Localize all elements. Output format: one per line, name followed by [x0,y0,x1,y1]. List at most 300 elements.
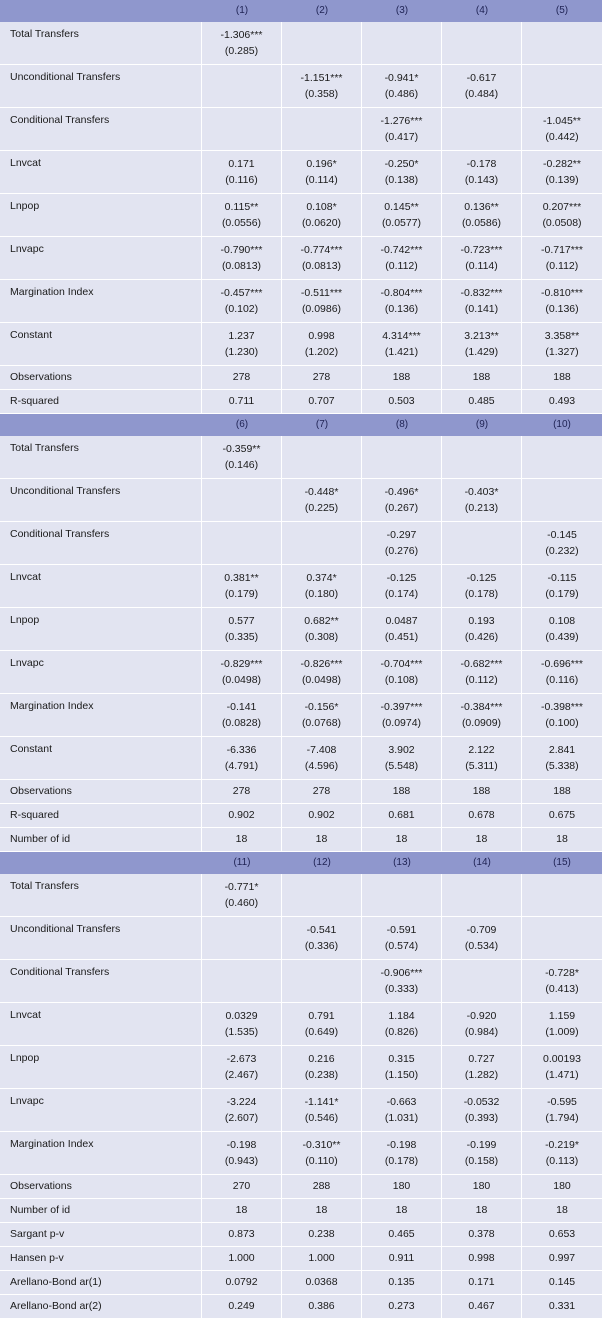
coefficient-value: 3.902 [388,744,415,756]
coefficient-value: -0.0532 [463,1096,500,1108]
value-cell: 288 [282,1175,362,1198]
coefficient-row [0,151,602,194]
value-cell [522,65,602,107]
value-cell: 0.378 [442,1223,522,1246]
standard-error-value: (0.276) [384,545,419,557]
coefficient-row [0,1089,602,1132]
value-cell: 0.0792 [202,1271,282,1294]
standard-error-value: (0.0768) [301,717,342,729]
coefficient-value: -0.310** [302,1139,341,1151]
row-label: Total Transfers [0,874,202,916]
column-header: (2) [315,5,329,16]
value-cell: 18 [202,1199,282,1222]
standard-error-value: (0.0577) [381,217,422,229]
value-cell [362,151,442,193]
row-label: Lnvapc [0,651,202,693]
standard-error-value: (1.535) [224,1026,259,1038]
coefficient-value: -0.115 [547,572,577,584]
value-cell [282,323,362,365]
value-cell: 180 [362,1175,442,1198]
coefficient-row [0,608,602,651]
standard-error-value: (0.114) [465,260,498,272]
standard-error-value: (0.451) [384,631,419,643]
value-cell [202,151,282,193]
stat-row [0,1295,602,1319]
value-cell [202,651,282,693]
value-cell [202,565,282,607]
value-cell [522,1046,602,1088]
row-label: Lnvcat [0,1003,202,1045]
value-cell: 188 [553,371,571,383]
value-cell [442,22,522,64]
coefficient-value: -0.199 [466,1139,497,1151]
standard-error-value: (0.0508) [542,217,582,229]
coefficient-value: -0.728* [545,967,579,979]
value-cell: 0.331 [548,1300,576,1312]
coefficient-value: -0.617 [466,72,497,84]
column-header: (3) [395,5,409,16]
standard-error-value: (0.439) [545,631,579,643]
header-label-cell [0,852,202,874]
value-cell: 0.145 [548,1276,576,1288]
standard-error-value: (0.112) [465,674,498,686]
value-cell [362,237,442,279]
column-header: (7) [315,419,329,430]
value-cell: 278 [282,780,362,803]
standard-error-value: (4.791) [224,760,259,772]
value-cell [202,1003,282,1045]
coefficient-value: -0.198 [386,1139,417,1151]
value-cell [362,280,442,322]
value-cell [362,651,442,693]
coefficient-row [0,65,602,108]
coefficient-value: 0.115** [224,201,259,213]
coefficient-value: 0.216 [308,1053,335,1065]
value-cell [282,151,362,193]
coefficient-value: -0.156* [304,701,339,713]
coefficient-row [0,694,602,737]
value-cell [282,479,362,521]
standard-error-value: (0.984) [464,1026,499,1038]
coefficient-value: 0.00193 [543,1053,581,1065]
column-header-row [0,0,602,22]
stat-row [0,390,602,414]
column-header-row [0,414,602,436]
standard-error-value: (0.114) [305,174,338,186]
value-cell [282,436,362,478]
standard-error-value: (0.393) [464,1112,499,1124]
coefficient-value: 0.196* [306,158,337,170]
standard-error-value: (0.179) [224,588,259,600]
standard-error-value: (1.009) [545,1026,579,1038]
coefficient-row [0,737,602,780]
row-label: Lnpop [0,1046,202,1088]
coefficient-value: 0.374* [306,572,337,584]
coefficient-value: -0.403* [464,486,499,498]
value-cell: 0.902 [202,804,282,827]
value-cell: 18 [282,828,362,851]
value-cell [522,565,602,607]
coefficient-value: -0.282** [543,158,581,170]
standard-error-value: (0.178) [464,588,499,600]
value-cell [362,22,442,64]
value-cell: 18 [362,1199,442,1222]
row-label: Observations [0,366,202,389]
row-label: Lnpop [0,194,202,236]
coefficient-value: 0.193 [468,615,495,627]
value-cell [442,323,522,365]
value-cell [282,1046,362,1088]
column-header: (8) [395,419,409,430]
standard-error-value: (0.336) [304,940,339,952]
value-cell [282,737,362,779]
row-label: R-squared [0,390,202,413]
coefficient-value: 1.159 [548,1010,576,1022]
value-cell [522,436,602,478]
value-cell [202,1046,282,1088]
value-cell: 188 [362,366,442,389]
column-header: (5) [555,5,569,16]
value-cell [442,917,522,959]
coefficient-row [0,479,602,522]
coefficient-value: -0.398*** [540,701,584,713]
coefficient-value: -0.723*** [460,244,503,256]
row-label: Sargant p-v [0,1223,202,1246]
standard-error-value: (0.179) [545,588,579,600]
row-label: Margination Index [0,694,202,736]
stat-row [0,828,602,852]
coefficient-value: -0.804*** [380,287,423,299]
coefficient-value: 0.682** [304,615,339,627]
row-label: Hansen p-v [0,1247,202,1270]
value-cell [282,280,362,322]
standard-error-value: (0.108) [384,674,419,686]
value-cell [362,108,442,150]
coefficient-value: -0.717*** [540,244,584,256]
coefficient-value: 1.184 [388,1010,415,1022]
standard-error-value: (0.174) [384,588,419,600]
coefficient-value: -0.704*** [380,658,423,670]
coefficient-value: -2.673 [226,1053,257,1065]
value-cell [202,479,282,521]
standard-error-value: (0.0586) [461,217,502,229]
coefficient-value: 0.0329 [225,1010,258,1022]
standard-error-value: (0.413) [545,983,579,995]
standard-error-value: (1.794) [545,1112,579,1124]
value-cell: 188 [553,785,571,797]
coefficient-value: 3.213** [464,330,499,342]
value-cell [442,194,522,236]
value-cell [442,108,522,150]
coefficient-value: -0.448* [304,486,339,498]
standard-error-value: (0.0556) [221,217,262,229]
value-cell [442,1132,522,1174]
value-cell [442,608,522,650]
value-cell [522,194,602,236]
coefficient-value: 0.108* [306,201,337,213]
value-cell [282,1132,362,1174]
coefficient-value: -0.198 [226,1139,257,1151]
coefficient-value: -0.790*** [220,244,263,256]
coefficient-value: 2.122 [468,744,495,756]
coefficient-row [0,917,602,960]
value-cell [362,874,442,916]
value-cell [442,237,522,279]
standard-error-value: (0.486) [384,88,419,100]
column-header: (9) [475,419,489,430]
standard-error-value: (0.0986) [301,303,342,315]
stat-row [0,1199,602,1223]
coefficient-value: -0.457*** [220,287,263,299]
value-cell [282,1089,362,1131]
row-label: Constant [0,737,202,779]
value-cell: 0.653 [548,1228,576,1240]
standard-error-value: (0.146) [224,459,259,471]
value-cell [282,960,362,1002]
row-label: Arellano-Bond ar(2) [0,1295,202,1318]
table-panel-3 [0,852,602,1319]
coefficient-value: -0.941* [384,72,419,84]
coefficient-value: 0.791 [308,1010,335,1022]
header-label-cell [0,0,202,22]
coefficient-value: -0.591 [386,924,417,936]
coefficient-value: -0.141 [226,701,257,713]
column-header: (10) [553,419,571,430]
coefficient-value: -0.145 [547,529,577,541]
standard-error-value: (0.0498) [221,674,262,686]
coefficient-value: -3.224 [226,1096,257,1108]
row-label: Number of id [0,828,202,851]
value-cell: 0.675 [548,809,576,821]
value-cell [282,565,362,607]
row-label: Margination Index [0,280,202,322]
standard-error-value: (1.429) [464,346,499,358]
coefficient-value: -0.663 [386,1096,417,1108]
value-cell [282,608,362,650]
coefficient-value: -1.276*** [380,115,423,127]
standard-error-value: (0.116) [545,674,579,686]
value-cell [442,960,522,1002]
coefficient-value: -1.141* [304,1096,339,1108]
value-cell [202,960,282,1002]
value-cell [442,479,522,521]
coefficient-value: -0.709 [466,924,497,936]
standard-error-value: (0.0813) [221,260,262,272]
value-cell: 188 [442,366,522,389]
coefficient-row [0,522,602,565]
stat-row [0,1175,602,1199]
value-cell [362,737,442,779]
coefficient-value: 4.314*** [382,330,421,342]
value-cell [202,22,282,64]
row-label: Total Transfers [0,22,202,64]
column-header: (12) [313,857,331,868]
row-label: Lnvapc [0,237,202,279]
value-cell: 0.873 [202,1223,282,1246]
standard-error-value: (0.442) [545,131,579,143]
coefficient-value: -0.397*** [380,701,423,713]
value-cell: 0.902 [282,804,362,827]
value-cell: 0.493 [548,395,576,407]
coefficient-value: -1.151*** [300,72,343,84]
coefficient-value: -0.125 [466,572,497,584]
coefficient-value: -7.408 [306,744,337,756]
value-cell: 0.681 [362,804,442,827]
value-cell: 278 [202,780,282,803]
standard-error-value: (0.0909) [461,717,502,729]
standard-error-value: (0.213) [464,502,499,514]
value-cell [522,323,602,365]
value-cell [202,237,282,279]
value-cell: 0.678 [442,804,522,827]
coefficient-value: -0.178 [466,158,497,170]
coefficient-value: 0.998 [308,330,335,342]
value-cell [362,436,442,478]
value-cell [522,874,602,916]
stat-row [0,1271,602,1295]
value-cell: 188 [362,780,442,803]
coefficient-value: -0.832*** [460,287,503,299]
coefficient-value: -0.125 [386,572,417,584]
value-cell [522,694,602,736]
row-label: Number of id [0,1199,202,1222]
value-cell [522,1003,602,1045]
value-cell: 0.998 [442,1247,522,1270]
value-cell [442,694,522,736]
coefficient-row [0,280,602,323]
standard-error-value: (0.138) [384,174,419,186]
standard-error-value: (0.110) [305,1155,338,1167]
coefficient-value: -0.774*** [300,244,343,256]
coefficient-value: -0.742*** [380,244,423,256]
coefficient-row [0,960,602,1003]
value-cell: 188 [442,780,522,803]
row-label: Observations [0,780,202,803]
coefficient-value: -0.511*** [300,287,343,299]
value-cell [522,522,602,564]
coefficient-value: -6.336 [226,744,257,756]
coefficient-value: 0.381** [224,572,259,584]
standard-error-value: (0.574) [384,940,419,952]
standard-error-value: (0.112) [385,260,418,272]
value-cell [282,22,362,64]
value-cell [522,917,602,959]
value-cell [362,608,442,650]
value-cell [522,1089,602,1131]
value-cell: 0.273 [362,1295,442,1318]
standard-error-value: (1.421) [384,346,419,358]
row-label: Lnvapc [0,1089,202,1131]
standard-error-value: (0.141) [464,303,499,315]
value-cell [202,65,282,107]
standard-error-value: (1.230) [224,346,259,358]
standard-error-value: (0.136) [384,303,419,315]
standard-error-value: (0.232) [545,545,579,557]
row-label: Conditional Transfers [0,960,202,1002]
value-cell: 0.171 [442,1271,522,1294]
value-cell [202,737,282,779]
standard-error-value: (1.282) [464,1069,499,1081]
coefficient-row [0,565,602,608]
coefficient-value: -0.541 [306,924,337,936]
standard-error-value: (0.534) [464,940,499,952]
standard-error-value: (0.267) [384,502,419,514]
value-cell [522,608,602,650]
standard-error-value: (0.102) [224,303,259,315]
coefficient-value: -0.696*** [540,658,584,670]
coefficient-value: 2.841 [548,744,576,756]
standard-error-value: (0.178) [384,1155,419,1167]
coefficient-value: 0.108 [548,615,576,627]
value-cell [522,237,602,279]
standard-error-value: (0.426) [464,631,499,643]
value-cell [442,737,522,779]
value-cell [522,22,602,64]
column-header: (14) [473,857,491,868]
standard-error-value: (0.0828) [221,717,262,729]
value-cell [442,1089,522,1131]
standard-error-value: (1.327) [545,346,579,358]
table-panel-2 [0,414,602,852]
standard-error-value: (1.202) [304,346,339,358]
value-cell [202,874,282,916]
coefficient-value: 0.145** [384,201,419,213]
coefficient-value: -0.682*** [460,658,503,670]
coefficient-row [0,874,602,917]
value-cell [442,1046,522,1088]
coefficient-value: -1.045** [543,115,581,127]
standard-error-value: (0.136) [545,303,579,315]
coefficient-row [0,1003,602,1046]
table-panel-1 [0,0,602,414]
value-cell [442,874,522,916]
row-label: Lnvcat [0,565,202,607]
column-header: (4) [475,5,489,16]
value-cell [522,280,602,322]
value-cell [202,694,282,736]
value-cell: 1.000 [282,1247,362,1270]
standard-error-value: (0.943) [224,1155,259,1167]
value-cell [202,522,282,564]
value-cell: 0.386 [282,1295,362,1318]
standard-error-value: (0.484) [464,88,499,100]
coefficient-value: -0.810*** [540,287,584,299]
coefficient-row [0,22,602,65]
coefficient-value: 0.727 [468,1053,495,1065]
value-cell: 18 [442,828,522,851]
coefficient-value: -0.384*** [460,701,503,713]
column-header: (11) [233,857,251,868]
value-cell: 0.707 [282,390,362,413]
coefficient-value: -0.906*** [380,967,423,979]
value-cell [282,194,362,236]
row-label: Observations [0,1175,202,1198]
stat-row [0,804,602,828]
value-cell [522,651,602,693]
coefficient-row [0,237,602,280]
coefficient-value: 0.171 [228,158,255,170]
coefficient-value: -0.829*** [220,658,263,670]
standard-error-value: (5.311) [465,760,498,772]
value-cell: 18 [362,828,442,851]
stat-row [0,366,602,390]
row-label: Constant [0,323,202,365]
standard-error-value: (0.826) [384,1026,419,1038]
row-label: Conditional Transfers [0,108,202,150]
standard-error-value: (1.150) [384,1069,419,1081]
value-cell [362,1046,442,1088]
row-label: Lnvcat [0,151,202,193]
